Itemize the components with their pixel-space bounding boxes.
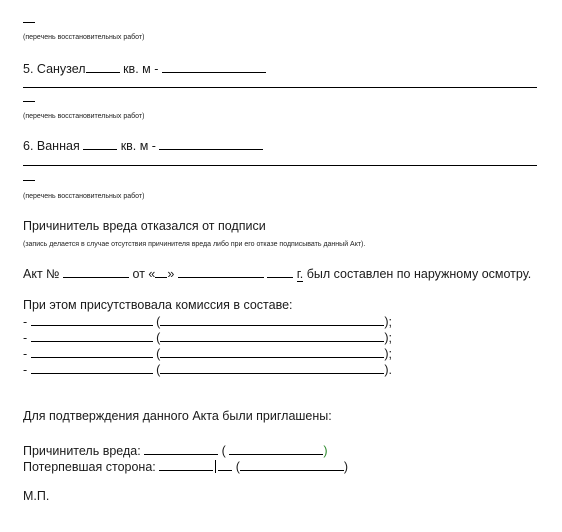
item-bathroom-label: 5. Санузел	[23, 62, 86, 76]
member-name-field[interactable]	[31, 362, 153, 374]
text-cursor	[215, 460, 216, 473]
paren-close: );	[384, 331, 392, 345]
dash-line	[23, 180, 35, 181]
act-quote-close: »	[167, 267, 175, 281]
stamp-place: М.П.	[23, 489, 50, 503]
commission-row	[23, 346, 392, 361]
paren-close: )	[323, 444, 328, 458]
confirm-heading: Для подтверждения данного Акта были приглашены:	[23, 409, 332, 423]
paren-open: (	[156, 363, 161, 377]
paren-open: (	[235, 460, 240, 474]
victim-signature-field-end[interactable]	[218, 459, 232, 471]
area-field[interactable]	[83, 138, 117, 150]
act-rest: был составлен по наружному осмотру.	[303, 267, 532, 281]
item-bath-label: 6. Ванная	[23, 139, 80, 153]
member-position-field[interactable]	[160, 346, 384, 358]
paren-close: )	[343, 460, 349, 474]
day-field[interactable]	[155, 266, 167, 278]
victim-label: Потерпевшая сторона:	[23, 460, 156, 474]
works-field[interactable]	[162, 61, 266, 73]
repair-note-2: (перечень восстановительных работ)	[23, 113, 145, 120]
unit-label: кв. м -	[120, 139, 156, 153]
victim-name-field[interactable]	[240, 459, 344, 471]
paren-open: (	[156, 347, 161, 361]
works-line[interactable]	[23, 87, 537, 88]
act-from: от «	[132, 267, 156, 281]
month-field[interactable]	[178, 266, 264, 278]
member-position-field[interactable]	[160, 362, 384, 374]
dash-line	[23, 22, 35, 23]
member-position-field[interactable]	[160, 314, 384, 326]
item-bathroom	[23, 61, 266, 76]
commission-row	[23, 362, 392, 377]
year-field[interactable]	[267, 266, 293, 278]
commission-row	[23, 314, 392, 329]
works-field[interactable]	[159, 138, 263, 150]
offender-name-field[interactable]	[229, 443, 323, 455]
act-year-suffix: г.	[296, 267, 304, 281]
row-dash: -	[23, 363, 28, 377]
member-name-field[interactable]	[31, 314, 153, 326]
repair-note-1: (перечень восстановительных работ)	[23, 34, 145, 41]
commission-heading: При этом присутствовала комиссия в составе:	[23, 298, 293, 312]
works-line[interactable]	[23, 165, 537, 166]
act-line	[23, 266, 531, 282]
paren-open: (	[221, 444, 226, 458]
act-prefix: Акт №	[23, 267, 60, 281]
victim-row	[23, 459, 348, 474]
unit-label: кв. м -	[123, 62, 159, 76]
repair-note-3: (перечень восстановительных работ)	[23, 193, 145, 200]
member-name-field[interactable]	[31, 330, 153, 342]
paren-close: );	[384, 315, 392, 329]
area-field[interactable]	[86, 61, 120, 73]
paren-close: ).	[384, 363, 392, 377]
offender-row	[23, 443, 328, 458]
member-position-field[interactable]	[160, 330, 384, 342]
item-bath	[23, 138, 263, 153]
paren-open: (	[156, 331, 161, 345]
offender-signature-field[interactable]	[144, 443, 218, 455]
paren-open: (	[156, 315, 161, 329]
refusal-text: Причинитель вреда отказался от подписи	[23, 219, 266, 233]
refusal-note: (запись делается в случае отсутствия причинителя вреда либо при его отказе подписывать данный Акт).	[23, 241, 366, 248]
dash-line	[23, 101, 35, 102]
offender-label: Причинитель вреда:	[23, 444, 141, 458]
commission-row	[23, 330, 392, 345]
row-dash: -	[23, 347, 28, 361]
victim-signature-field[interactable]	[159, 459, 213, 471]
member-name-field[interactable]	[31, 346, 153, 358]
act-number-field[interactable]	[63, 266, 129, 278]
row-dash: -	[23, 315, 28, 329]
row-dash: -	[23, 331, 28, 345]
paren-close: );	[384, 347, 392, 361]
